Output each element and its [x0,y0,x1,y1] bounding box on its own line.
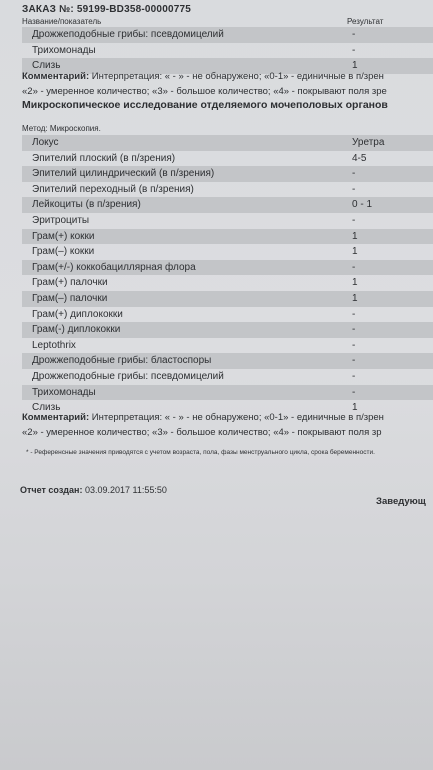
row-name: Грам(+) диплококки [32,308,123,320]
row-value: 1 [352,60,358,72]
table-row [22,213,433,229]
comment-line: «2» - умеренное количество; «3» - большое количество; «4» - покрывают поля зр [22,426,382,438]
table-row [22,260,433,276]
row-name: Трихомонады [32,386,96,398]
row-name: Грам(–) палочки [32,292,108,304]
comment-label: Комментарий: [22,71,90,82]
row-value: - [352,339,356,351]
top-table-header-name: Название/показатель [22,17,102,26]
row-value: 1 [352,277,358,289]
row-name: Слизь [32,60,61,72]
table-row [22,385,433,401]
row-value: - [352,324,356,336]
row-name: Дрожжеподобные грибы: псевдомицелий [32,370,224,382]
table-row [22,182,433,198]
table-header-row [22,135,433,151]
header-locus: Локус [32,137,59,148]
top-table [22,27,433,74]
table-row [22,244,433,260]
table-row [22,27,433,43]
row-value: 1 [352,402,358,414]
table-row [22,322,433,338]
row-value: 0 - 1 [352,199,373,211]
report-created-label: Отчет создан: [20,485,83,495]
row-name: Грам(+/-) коккобациллярная флора [32,261,196,273]
report-created-value: 03.09.2017 11:55:50 [82,485,167,495]
row-value: - [352,261,356,273]
table-row [22,275,433,291]
table-row [22,166,433,182]
head-of-department-label: Заведующ [376,496,426,507]
row-value: - [352,214,356,226]
row-value: 1 [352,246,358,258]
table-row [22,151,433,167]
table-row [22,43,433,59]
row-name: Дрожжеподобные грибы: бластоспоры [32,355,212,367]
comment-label: Комментарий: [22,412,90,423]
order-number: ЗАКАЗ №: 59199-BD358-00000775 [22,4,191,15]
row-value: 1 [352,292,358,304]
comment-line: «2» - умеренное количество; «3» - большое количество; «4» - покрывают поля зре [22,85,387,97]
row-value: - [352,370,356,382]
row-value: - [352,355,356,367]
row-name: Грам(+) кокки [32,230,95,242]
comment-block [22,70,387,99]
row-value: 1 [352,230,358,242]
row-name: Трихомонады [32,44,96,56]
row-value: - [352,386,356,398]
row-name: Слизь [32,402,61,414]
row-value: - [352,44,356,56]
row-name: Эпителий плоский (в п/зрения) [32,152,176,164]
row-name: Лейкоциты (в п/зрения) [32,199,141,211]
row-value: - [352,168,356,180]
main-table [22,135,433,416]
top-table-header-result: Результат [347,17,384,26]
row-value: - [352,183,356,195]
row-name: Leptothrix [32,339,76,351]
row-value: - [352,308,356,320]
section-title: Микроскопическое исследование отделяемого мочеполовых органов [22,99,388,111]
table-row [22,338,433,354]
header-urethra: Уретра [352,137,385,148]
row-name: Грам(–) кокки [32,246,95,258]
comment-line: Интерпретация: « - » - не обнаружено; «0-1» - единичные в п/зрен [89,71,384,82]
comment-block [22,411,384,440]
row-name: Грам(-) диплококки [32,324,121,336]
report-created [20,485,167,495]
row-name: Грам(+) палочки [32,277,108,289]
table-row [22,291,433,307]
table-row [22,369,433,385]
method-label: Метод: Микроскопия. [22,124,101,133]
reference-footnote: * - Референсные значения приводятся с учетом возраста, пола, фазы менструального цикла, срока беременности. [26,449,375,456]
row-name: Эпителий цилиндрический (в п/зрения) [32,168,215,180]
comment-line: Интерпретация: « - » - не обнаружено; «0-1» - единичные в п/зрен [89,412,384,423]
row-name: Эритроциты [32,214,90,226]
row-name: Дрожжеподобные грибы: псевдомицелий [32,29,224,40]
table-row [22,353,433,369]
table-row [22,197,433,213]
row-value: 4-5 [352,152,367,164]
table-row [22,307,433,323]
table-row [22,229,433,245]
row-value: - [352,29,356,40]
row-name: Эпителий переходный (в п/зрения) [32,183,194,195]
